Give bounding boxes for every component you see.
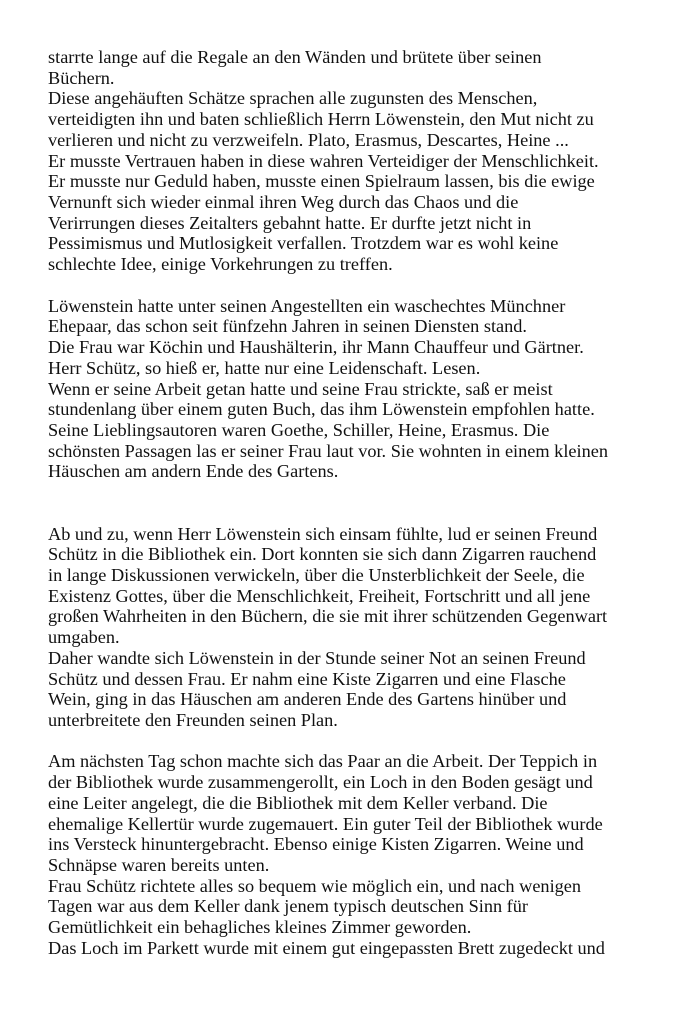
text-line: Wein, ging in das Häuschen am anderen Ende des Gartens hinüber und (48, 689, 567, 710)
text-line: Büchern. (48, 67, 115, 88)
text-line: eine Leiter angelegt, die die Bibliothek mit dem Keller verband. Die (48, 792, 548, 813)
text-line: schönsten Passagen las er seiner Frau laut vor. Sie wohnten in einem kleinen (48, 440, 608, 461)
paragraph-2 (48, 296, 668, 482)
paragraph-spacer (48, 275, 668, 296)
text-line: Seine Lieblingsautoren waren Goethe, Schiller, Heine, Erasmus. Die (48, 419, 550, 440)
text-line: Existenz Gottes, über die Menschlichkeit, Freiheit, Fortschritt und all jene (48, 585, 591, 606)
text-line: verteidigten ihn und baten schließlich Herrn Löwenstein, den Mut nicht zu (48, 109, 594, 130)
text-line: Pessimismus und Mutlosigkeit verfallen. Trotzdem war es wohl keine (48, 233, 559, 254)
text-line: Häuschen am andern Ende des Gartens. (48, 461, 339, 482)
text-line: Ab und zu, wenn Herr Löwenstein sich einsam fühlte, lud er seinen Freund (48, 523, 598, 544)
text-line: Schütz und dessen Frau. Er nahm eine Kiste Zigarren und eine Flasche (48, 668, 566, 689)
text-line: Ehepaar, das schon seit fünfzehn Jahren in seinen Diensten stand. (48, 316, 527, 337)
text-line: Schnäpse waren bereits unten. (48, 855, 270, 876)
text-line: stundenlang über einem guten Buch, das ihm Löwenstein empfohlen hatte. (48, 399, 595, 420)
text-line: Löwenstein hatte unter seinen Angestellten ein waschechtes Münchner (48, 295, 566, 316)
text-line: Er musste Vertrauen haben in diese wahren Verteidiger der Menschlichkeit. (48, 150, 599, 171)
paragraph-1 (48, 47, 668, 275)
text-line: Herr Schütz, so hieß er, hatte nur eine Leidenschaft. Lesen. (48, 357, 481, 378)
text-line: Tagen war aus dem Keller dank jenem typisch deutschen Sinn für (48, 896, 528, 917)
text-line: Das Loch im Parkett wurde mit einem gut eingepassten Brett zugedeckt und (48, 937, 605, 958)
paragraph-4 (48, 751, 668, 958)
text-line: Gemütlichkeit ein behagliches kleines Zimmer geworden. (48, 917, 472, 938)
paragraph-3 (48, 524, 668, 731)
text-line: umgaben. (48, 627, 120, 648)
text-line: verlieren und nicht zu verzweifeln. Plato, Erasmus, Descartes, Heine ... (48, 129, 569, 150)
paragraph-spacer (48, 503, 668, 524)
paragraph-spacer (48, 731, 668, 752)
text-line: Diese angehäuften Schätze sprachen alle zugunsten des Menschen, (48, 88, 538, 109)
text-line: ehemalige Kellertür wurde zugemauert. Ein guter Teil der Bibliothek wurde (48, 813, 603, 834)
text-line: Frau Schütz richtete alles so bequem wie möglich ein, und nach wenigen (48, 875, 582, 896)
text-line: Er musste nur Geduld haben, musste einen Spielraum lassen, bis die ewige (48, 171, 595, 192)
text-line: Am nächsten Tag schon machte sich das Paar an die Arbeit. Der Teppich in (48, 751, 598, 772)
text-line: ins Versteck hinuntergebracht. Ebenso einige Kisten Zigarren. Weine und (48, 834, 584, 855)
text-line: starrte lange auf die Regale an den Wänden und brütete über seinen (48, 47, 542, 67)
text-line: Schütz in die Bibliothek ein. Dort konnten sie sich dann Zigarren rauchend (48, 544, 597, 565)
text-line: in lange Diskussionen verwickeln, über die Unsterblichkeit der Seele, die (48, 564, 585, 585)
text-line: Wenn er seine Arbeit getan hatte und seine Frau strickte, saß er meist (48, 378, 553, 399)
text-line: schlechte Idee, einige Vorkehrungen zu treffen. (48, 254, 393, 275)
text-line: großen Wahrheiten in den Büchern, die sie mit ihrer schützenden Gegenwart (48, 606, 608, 627)
text-line: Vernunft sich wieder einmal ihren Weg durch das Chaos und die (48, 192, 519, 213)
paragraph-spacer (48, 482, 668, 503)
text-line: der Bibliothek wurde zusammengerollt, ein Loch in den Boden gesägt und (48, 772, 593, 793)
text-line: unterbreitete den Freunden seinen Plan. (48, 710, 338, 730)
document-page (48, 47, 668, 959)
text-line: Die Frau war Köchin und Haushälterin, ihr Mann Chauffeur und Gärtner. (48, 337, 584, 358)
text-line: Daher wandte sich Löwenstein in der Stunde seiner Not an seinen Freund (48, 647, 586, 668)
text-line: Verirrungen dieses Zeitalters gebahnt hatte. Er durfte jetzt nicht in (48, 212, 532, 233)
